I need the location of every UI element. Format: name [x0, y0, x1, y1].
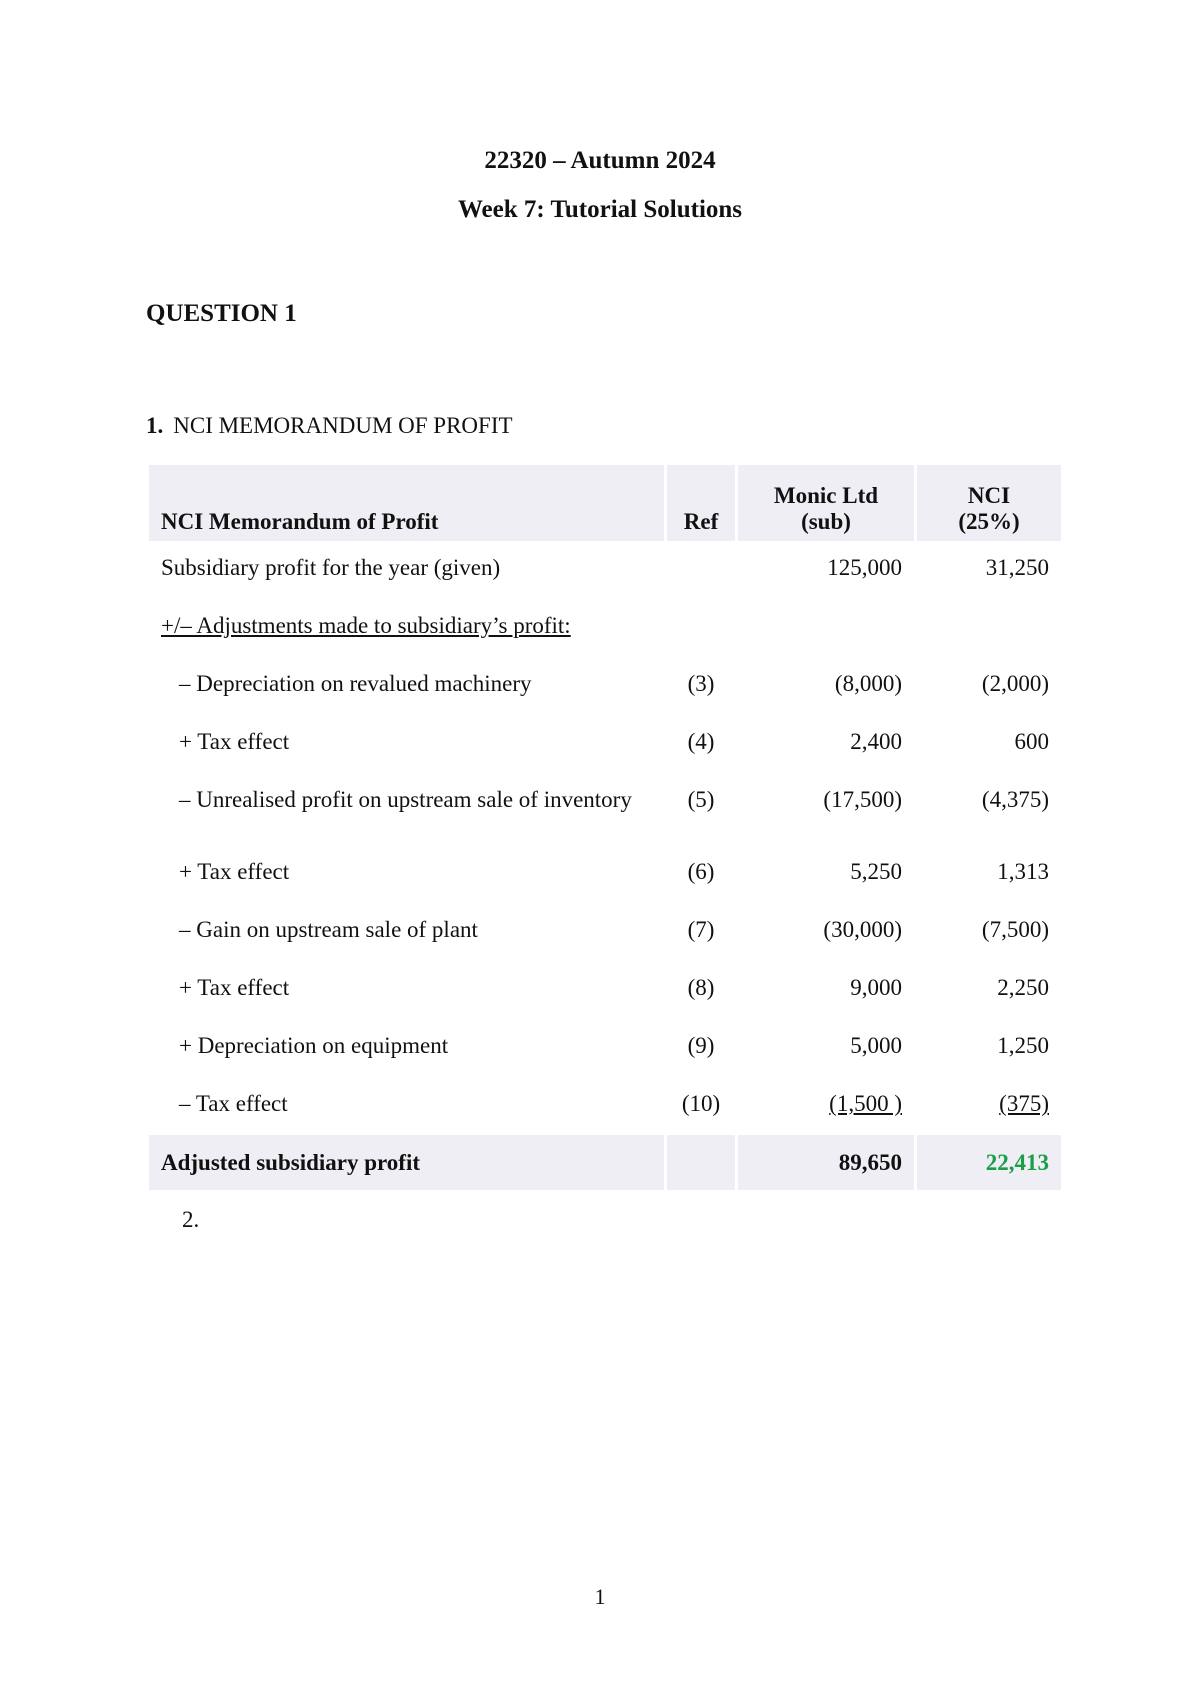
- row-sub: (17,500): [823, 787, 902, 812]
- row-sub: 2,400: [850, 729, 902, 754]
- header-sub: [738, 465, 914, 541]
- table-row: [149, 961, 1061, 1019]
- table-row: [149, 773, 1061, 845]
- week-title: Week 7: Tutorial Solutions: [457, 196, 743, 223]
- table-row: [149, 1077, 1061, 1135]
- section-heading: [146, 413, 513, 439]
- table-row: [149, 715, 1061, 773]
- row-ref: (5): [687, 787, 715, 812]
- row-nci: (7,500): [981, 917, 1049, 942]
- row-nci: 31,250: [985, 555, 1049, 580]
- row-sub: 5,250: [850, 859, 902, 884]
- nci-memorandum-table: [146, 465, 1064, 1190]
- table-row: [149, 903, 1061, 961]
- header-description: NCI Memorandum of Profit: [149, 465, 664, 541]
- row-ref: [667, 599, 735, 657]
- row-ref: (8): [687, 975, 715, 1000]
- row-sub: 125,000: [827, 555, 902, 580]
- header-nci-line1: NCI: [967, 483, 1011, 508]
- total-row: [149, 1135, 1061, 1190]
- row-sub: [738, 599, 914, 657]
- header-nci: [917, 465, 1061, 541]
- total-ref: [667, 1135, 735, 1190]
- row-ref: [667, 541, 735, 599]
- table-header-row: [149, 465, 1061, 541]
- row-label: – Depreciation on revalued machinery: [179, 671, 532, 696]
- row-label: + Tax effect: [179, 975, 290, 1000]
- course-title: 22320 – Autumn 2024: [484, 147, 716, 174]
- row-sub: [738, 1077, 914, 1135]
- row-ref: (6): [687, 859, 715, 884]
- row-nci: (2,000): [981, 671, 1049, 696]
- row-label: + Depreciation on equipment: [179, 1033, 449, 1058]
- row-label: – Tax effect: [179, 1091, 288, 1116]
- row-sub: 5,000: [850, 1033, 902, 1058]
- total-sub: 89,650: [738, 1135, 914, 1190]
- header-nci-line2: (25%): [958, 509, 1020, 534]
- row-sub: (8,000): [834, 671, 902, 696]
- question-heading: QUESTION 1: [146, 300, 297, 327]
- table-row: [149, 657, 1061, 715]
- row-label: – Gain on upstream sale of plant: [179, 917, 478, 942]
- row-sub-value: (1,500 ): [829, 1091, 902, 1116]
- page-number: 1: [594, 1584, 606, 1609]
- table-row: [149, 1019, 1061, 1077]
- row-nci: 1,250: [997, 1033, 1049, 1058]
- row-nci: 600: [1014, 729, 1049, 754]
- row-sub: (30,000): [823, 917, 902, 942]
- row-ref: (4): [687, 729, 715, 754]
- adjustments-heading: +/– Adjustments made to subsidiary’s profit:: [161, 613, 571, 638]
- table-row: [149, 541, 1061, 599]
- table-row: [149, 599, 1061, 657]
- header-ref: Ref: [667, 465, 735, 541]
- header-sub-line1: Monic Ltd: [773, 483, 879, 508]
- row-nci: 1,313: [997, 859, 1049, 884]
- row-nci: [917, 599, 1061, 657]
- table-row: [149, 845, 1061, 903]
- section-number: 1.: [146, 413, 164, 438]
- row-ref: (7): [687, 917, 715, 942]
- row-nci: [917, 1077, 1061, 1135]
- row-ref: (9): [687, 1033, 715, 1058]
- next-item-number: 2.: [182, 1207, 200, 1232]
- row-nci: (4,375): [981, 787, 1049, 812]
- row-nci-value: (375): [999, 1091, 1049, 1116]
- row-ref: (3): [687, 671, 715, 696]
- row-ref: (10): [681, 1091, 721, 1116]
- row-label: Subsidiary profit for the year (given): [161, 555, 501, 580]
- row-nci: 2,250: [997, 975, 1049, 1000]
- row-label: + Tax effect: [179, 859, 290, 884]
- row-label: + Tax effect: [179, 729, 290, 754]
- row-sub: 9,000: [850, 975, 902, 1000]
- section-title: NCI MEMORANDUM OF PROFIT: [173, 413, 513, 438]
- header-sub-line2: (sub): [801, 509, 851, 534]
- row-label: – Unrealised profit on upstream sale of inventory: [179, 787, 632, 812]
- total-nci: 22,413: [917, 1135, 1061, 1190]
- total-label: Adjusted subsidiary profit: [149, 1135, 664, 1190]
